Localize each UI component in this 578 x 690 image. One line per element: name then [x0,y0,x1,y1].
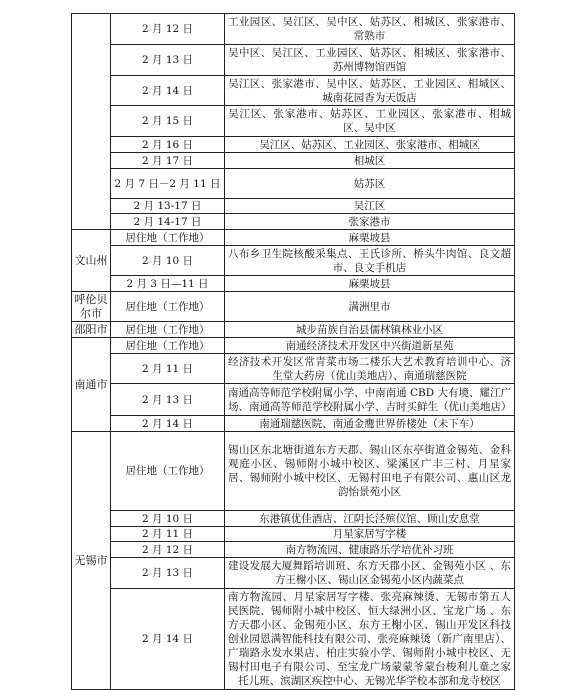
date-cell: 2 月 14 日 [111,416,225,432]
location-cell: 吴江区、姑苏区、工业园区、张家港市、相城区 [225,137,515,153]
date-cell: 2 月 12 日 [111,542,225,558]
table-row [72,76,515,106]
location-cell: 姑苏区 [225,169,515,199]
location-cell: 吴中区、吴江区、工业园区、姑苏区、相城区、张家港市、苏州博物馆西馆 [225,45,515,76]
table-row [72,322,515,338]
location-cell: 南通经济技术开发区中兴街道新星苑 [225,338,515,354]
table-row [72,14,515,45]
location-cell: 锡山区东北塘街道东方天郡、锡山区东亭街道金锡苑、金科观庭小区、锡师附小城中校区、梁溪区广丰三村、月星家居、锡师附小城中校区、无锡村田电子有限公司、惠山区龙韵怡景苑小区 [225,432,515,511]
table-row [72,542,515,558]
table-row [72,45,515,76]
location-cell: 经济技术开发区常青菜市场二楼乐大艺术教育培训中心、济生堂大药房（优山美地店）、南通瑞慈医院 [225,354,515,384]
outbreak-location-table [71,13,515,690]
table-row [72,153,515,169]
date-cell: 2 月 14-17 日 [111,214,225,230]
table-row [72,416,515,432]
city-cell: 文山州 [72,230,111,292]
date-cell: 2 月 14 日 [111,589,225,690]
location-cell: 工业园区、吴江区、吴中区、姑苏区、相城区、张家港市、常熟市 [225,14,515,45]
table-row [72,527,515,542]
table-row [72,246,515,276]
table-row [72,511,515,527]
location-cell: 吴江区 [225,199,515,214]
date-cell: 2 月 13-17 日 [111,199,225,214]
city-cell: 呼伦贝尔市 [72,292,111,322]
city-cell [72,14,111,230]
location-cell: 吴江区、张家港市、吴中区、姑苏区、工业园区、相城区、城南花园香为天饭店 [225,76,515,106]
table-row [72,106,515,137]
location-cell: 满洲里市 [225,292,515,322]
date-cell: 2 月 11 日 [111,354,225,384]
date-cell: 居住地（工作地） [111,322,225,338]
date-cell: 2 月 14 日 [111,76,225,106]
location-cell: 南通瑞慈医院、南通金鹰世界侨楼处（未下车） [225,416,515,432]
table-row [72,338,515,354]
location-cell: 麻栗坡县 [225,276,515,292]
date-cell: 2 月 16 日 [111,137,225,153]
table-row [72,384,515,416]
date-cell: 2 月 3 日—11 日 [111,276,225,292]
date-cell: 2 月 13 日 [111,384,225,416]
table-row [72,432,515,511]
location-cell: 相城区 [225,153,515,169]
location-cell: 城步苗族自治县儒林镇林业小区 [225,322,515,338]
table-row [72,292,515,322]
table-row [72,589,515,690]
location-cell: 建设发展大厦舞蹈培训班、东方天郡小区、金锡苑小区 、东方王榭小区、锡山区金锡苑小区内蔬菜点 [225,558,515,589]
table-row [72,558,515,589]
location-cell: 南通高等师范学校附属小学、中南南通 CBD 大有境、耀江广场、南通高等师范学校附属小学、吉时买鲜生（优山美地店） [225,384,515,416]
table-row [72,199,515,214]
table-row [72,230,515,246]
table-row [72,137,515,153]
date-cell: 居住地（工作地） [111,338,225,354]
date-cell: 2 月 15 日 [111,106,225,137]
location-cell: 吴江区、张家港市、姑苏区、工业园区、张家港市、相城区、吴中区 [225,106,515,137]
location-cell: 南方物流园、健康路乐学培优补习班 [225,542,515,558]
date-cell: 居住地（工作地） [111,292,225,322]
location-cell: 东港镇优佳酒店、江阴长泾殡仪馆、顾山安息堂 [225,511,515,527]
date-cell: 居住地（工作地） [111,432,225,511]
date-cell: 2 月 17 日 [111,153,225,169]
location-cell: 麻栗坡县 [225,230,515,246]
date-cell: 2 月 13 日 [111,45,225,76]
location-cell: 月星家居写字楼 [225,527,515,542]
date-cell: 2 月 12 日 [111,14,225,45]
date-cell: 2 月 11 日 [111,527,225,542]
location-cell: 张家港市 [225,214,515,230]
city-cell: 南通市 [72,338,111,432]
date-cell: 居住地（工作地） [111,230,225,246]
table-row [72,276,515,292]
date-cell: 2 月 10 日 [111,246,225,276]
city-cell: 邵阳市 [72,322,111,338]
city-cell: 无锡市 [72,432,111,690]
date-cell: 2 月 13 日 [111,558,225,589]
table-row [72,354,515,384]
table-row [72,169,515,199]
table-row [72,214,515,230]
date-cell: 2 月 10 日 [111,511,225,527]
date-cell: 2 月 7 日－2 月 11 日 [111,169,225,199]
location-cell: 南方物流园、月星家居写字楼、张亮麻辣烫、无锡市第五人民医院、锡师附小城中校区、恒大绿洲小区、宝龙广场 、东方天郡小区、金锡苑小区、东方王榭小区、锡山开发区科技创业园恩满智能科技有限公司、张亮麻辣烫（新广南里店）、广瑞路永发水果店、柏庄实验小学、锡师附小城中校区、无锡村田电子有限公司、至宝龙广场蒙蒙爷蒙台梭利儿童之家托儿班、滨湖区疾控中心、无锡光华学校本部和龙寺校区 [225,589,515,690]
location-cell: 八布乡卫生院核酸采集点、王氏诊所、桥头牛肉馆、良文超市、良文手机店 [225,246,515,276]
